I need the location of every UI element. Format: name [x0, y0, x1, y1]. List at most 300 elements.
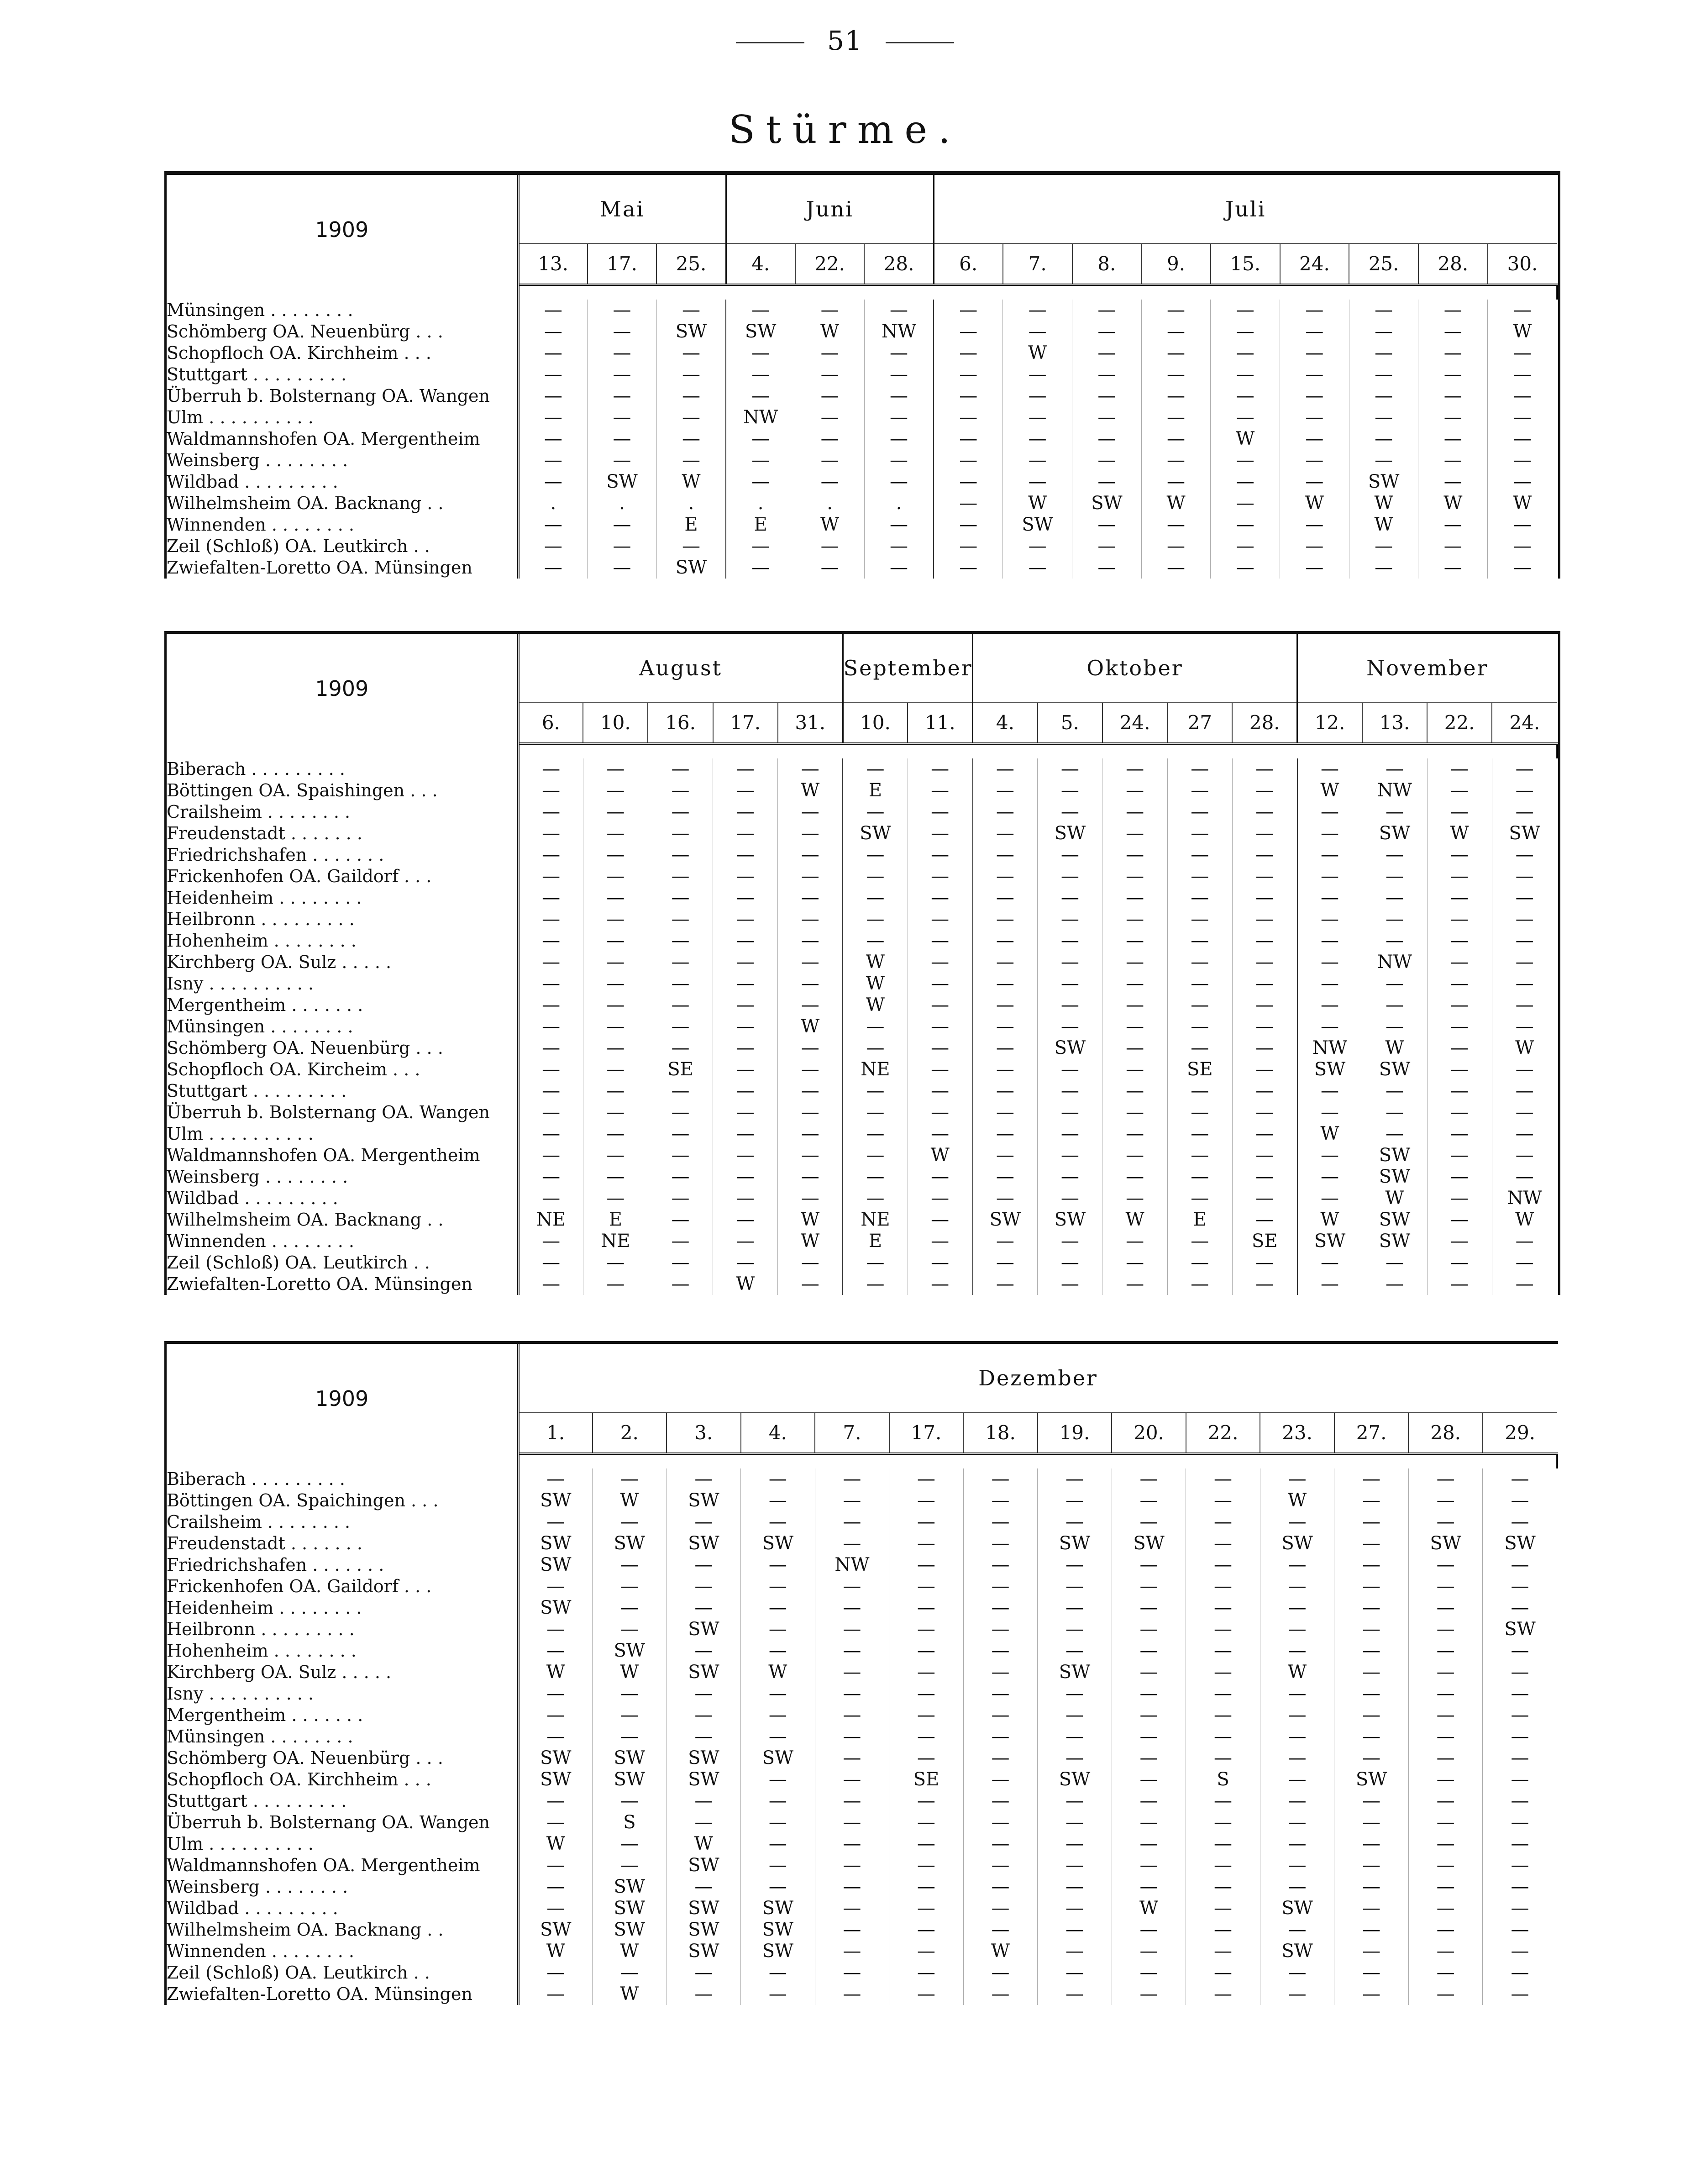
- storm-cell: —: [1038, 1984, 1112, 2005]
- storm-cell: —: [1186, 1898, 1260, 1919]
- storm-cell: —: [1211, 364, 1280, 385]
- storm-cell: W: [1515, 1209, 1534, 1230]
- table-row: [167, 758, 1557, 780]
- storm-cell: —: [1515, 1144, 1534, 1166]
- storm-cell: —: [1232, 1166, 1297, 1188]
- storm-cell: —: [1072, 300, 1142, 321]
- month-header: Juli: [934, 175, 1557, 243]
- storm-cell: —: [1334, 1511, 1409, 1533]
- storm-table-may-july: [164, 171, 1560, 579]
- storm-cell: —: [1362, 1123, 1427, 1145]
- storm-cell: —: [518, 1468, 593, 1490]
- storm-cell: NW: [726, 407, 795, 428]
- storm-cell: —: [518, 952, 583, 973]
- storm-cell: —: [648, 1274, 713, 1295]
- month-header: September: [843, 634, 972, 702]
- table-row: [167, 1855, 1557, 1876]
- table-row: [167, 1511, 1557, 1533]
- storm-cell: .: [726, 493, 795, 514]
- storm-cell: —: [1038, 1790, 1112, 1812]
- storm-cell: —: [843, 909, 908, 930]
- storm-cell: .: [588, 493, 657, 514]
- storm-cell: W: [1349, 514, 1418, 536]
- storm-cell: —: [889, 1962, 964, 1984]
- storm-cell: —: [518, 887, 583, 909]
- storm-cell: —: [1186, 1833, 1260, 1855]
- storm-cell: —: [726, 342, 795, 364]
- storm-cell: —: [1072, 321, 1142, 342]
- storm-cell: —: [1260, 1726, 1334, 1747]
- storm-cell: —: [1102, 930, 1167, 952]
- storm-cell: —: [1167, 1274, 1232, 1295]
- storm-cell: —: [1297, 866, 1362, 887]
- table-row: [167, 1080, 1557, 1102]
- storm-cell: —: [1511, 1962, 1529, 1983]
- storm-cell: —: [973, 973, 1038, 995]
- storm-cell: SW: [726, 321, 795, 342]
- storm-cell: .: [795, 493, 865, 514]
- day-header: 22.: [1186, 1412, 1260, 1453]
- storm-cell: —: [973, 1123, 1038, 1145]
- storm-cell: —: [1232, 1080, 1297, 1102]
- day-header: 11.: [908, 702, 972, 743]
- storm-cell: —: [741, 1640, 815, 1662]
- storm-cell: SW: [518, 1597, 593, 1619]
- storm-cell: SW: [656, 321, 726, 342]
- storm-cell: NW: [1297, 1037, 1362, 1059]
- storm-cell: —: [1260, 1554, 1334, 1576]
- storm-cell: W: [1260, 1490, 1334, 1511]
- storm-cell: —: [908, 866, 972, 887]
- storm-cell: SW: [843, 823, 908, 844]
- storm-cell: W: [778, 1231, 843, 1252]
- storm-cell: —: [1513, 363, 1532, 385]
- storm-cell: SE: [1232, 1231, 1297, 1252]
- storm-cell: —: [1427, 995, 1492, 1016]
- storm-cell: —: [963, 1705, 1038, 1726]
- storm-cell: E: [726, 514, 795, 536]
- storm-cell: —: [518, 1274, 583, 1295]
- storm-cell: —: [518, 1705, 593, 1726]
- storm-cell: —: [1102, 866, 1167, 887]
- storm-cell: —: [713, 1059, 778, 1080]
- storm-cell: —: [1408, 1833, 1483, 1855]
- storm-cell: —: [656, 536, 726, 557]
- storm-cell: —: [963, 1984, 1038, 2005]
- storm-cell: —: [889, 1468, 964, 1490]
- storm-cell: —: [1511, 1661, 1529, 1683]
- storm-table: [167, 1344, 1558, 2005]
- storm-cell: SW: [1509, 822, 1540, 844]
- storm-cell: —: [1362, 1274, 1427, 1295]
- storm-cell: —: [648, 823, 713, 844]
- storm-cell: —: [1112, 1490, 1186, 1511]
- storm-cell: W: [1003, 342, 1072, 364]
- storm-cell: —: [1038, 801, 1102, 823]
- storm-cell: —: [864, 407, 934, 428]
- storm-cell: —: [1211, 450, 1280, 471]
- storm-cell: —: [1038, 1252, 1102, 1274]
- storm-cell: —: [713, 1102, 778, 1123]
- storm-cell: —: [1349, 321, 1418, 342]
- day-header: 24.: [1492, 702, 1557, 743]
- day-header: 10.: [583, 702, 648, 743]
- station-name: Friedrichshafen . . . . . . .: [167, 1554, 518, 1576]
- storm-cell: —: [963, 1790, 1038, 1812]
- storm-cell: —: [1515, 1101, 1534, 1123]
- storm-cell: —: [518, 1619, 593, 1640]
- storm-cell: —: [1038, 844, 1102, 866]
- storm-cell: —: [518, 1188, 583, 1209]
- storm-cell: —: [1511, 1511, 1529, 1532]
- storm-cell: —: [1038, 1080, 1102, 1102]
- day-header: 22.: [1427, 702, 1492, 743]
- storm-cell: —: [795, 385, 865, 407]
- storm-cell: SW: [973, 1209, 1038, 1231]
- table-row: [167, 1833, 1557, 1855]
- storm-cell: —: [1511, 1854, 1529, 1876]
- storm-cell: —: [1511, 1597, 1529, 1618]
- storm-cell: —: [908, 801, 972, 823]
- station-name: Weinsberg . . . . . . . .: [167, 450, 518, 471]
- storm-cell: —: [1167, 780, 1232, 801]
- storm-cell: —: [648, 758, 713, 780]
- storm-cell: —: [795, 364, 865, 385]
- storm-cell: —: [648, 1209, 713, 1231]
- storm-cell: —: [1418, 536, 1488, 557]
- storm-cell: —: [1211, 471, 1280, 493]
- storm-cell: —: [815, 1490, 889, 1511]
- storm-cell: —: [1260, 1919, 1334, 1941]
- storm-cell: —: [1232, 1037, 1297, 1059]
- storm-cell: —: [518, 758, 583, 780]
- storm-cell: —: [1038, 1833, 1112, 1855]
- storm-cell: —: [1408, 1705, 1483, 1726]
- storm-cell: E: [1167, 1209, 1232, 1231]
- day-header: 18.: [963, 1412, 1038, 1453]
- storm-cell: SW: [1260, 1941, 1334, 1962]
- storm-cell: W: [1362, 1188, 1427, 1209]
- table-row: [167, 557, 1557, 579]
- station-name: Stuttgart . . . . . . . . .: [167, 364, 518, 385]
- storm-cell: —: [593, 1597, 667, 1619]
- day-header: 29.: [1483, 1412, 1557, 1453]
- storm-cell: —: [713, 1037, 778, 1059]
- storm-cell: SW: [1260, 1533, 1334, 1554]
- storm-cell: —: [1334, 1683, 1409, 1705]
- storm-cell: —: [1112, 1876, 1186, 1898]
- storm-cell: —: [1167, 952, 1232, 973]
- storm-cell: —: [1232, 1209, 1297, 1231]
- station-name: Winnenden . . . . . . . .: [167, 514, 518, 536]
- storm-cell: —: [1349, 364, 1418, 385]
- storm-cell: SW: [518, 1769, 593, 1790]
- storm-cell: —: [1141, 385, 1211, 407]
- month-header: August: [518, 634, 843, 702]
- storm-cell: W: [963, 1941, 1038, 1962]
- storm-cell: —: [815, 1812, 889, 1833]
- storm-cell: —: [1038, 1898, 1112, 1919]
- storm-cell: W: [518, 1941, 593, 1962]
- storm-cell: —: [1112, 1833, 1186, 1855]
- storm-cell: —: [1408, 1747, 1483, 1769]
- storm-cell: —: [1232, 1102, 1297, 1123]
- storm-cell: —: [1362, 1016, 1427, 1037]
- storm-cell: —: [908, 823, 972, 844]
- storm-cell: —: [843, 1016, 908, 1037]
- storm-cell: —: [1260, 1619, 1334, 1640]
- storm-cell: —: [583, 973, 648, 995]
- storm-cell: —: [963, 1833, 1038, 1855]
- storm-cell: —: [1186, 1662, 1260, 1683]
- storm-cell: —: [518, 1876, 593, 1898]
- storm-cell: —: [1072, 428, 1142, 450]
- storm-cell: —: [713, 909, 778, 930]
- storm-cell: —: [908, 909, 972, 930]
- storm-cell: —: [518, 471, 588, 493]
- storm-cell: —: [1349, 428, 1418, 450]
- storm-cell: —: [1232, 1145, 1297, 1166]
- storm-cell: —: [843, 1123, 908, 1145]
- storm-cell: —: [908, 1166, 972, 1188]
- day-header: 8.: [1072, 243, 1142, 284]
- storm-cell: —: [815, 1619, 889, 1640]
- storm-cell: —: [667, 1790, 741, 1812]
- storm-cell: —: [1232, 1274, 1297, 1295]
- storm-cell: SW: [741, 1919, 815, 1941]
- station-name: Heilbronn . . . . . . . . .: [167, 1619, 518, 1640]
- storm-cell: —: [1260, 1962, 1334, 1984]
- storm-cell: —: [1211, 514, 1280, 536]
- storm-cell: SW: [667, 1898, 741, 1919]
- table-row: [167, 471, 1557, 493]
- storm-cell: —: [1362, 973, 1427, 995]
- storm-cell: —: [1102, 823, 1167, 844]
- storm-cell: —: [1102, 909, 1167, 930]
- storm-cell: —: [843, 801, 908, 823]
- storm-cell: —: [1334, 1576, 1409, 1597]
- storm-cell: —: [1112, 1511, 1186, 1533]
- storm-cell: —: [648, 1252, 713, 1274]
- storm-cell: SW: [593, 1919, 667, 1941]
- station-name: Ulm . . . . . . . . . .: [167, 1833, 518, 1855]
- storm-cell: —: [1260, 1683, 1334, 1705]
- storm-cell: —: [1211, 493, 1280, 514]
- storm-cell: —: [908, 780, 972, 801]
- storm-cell: —: [815, 1533, 889, 1554]
- storm-cell: —: [1102, 780, 1167, 801]
- table-row: [167, 536, 1557, 557]
- storm-cell: SW: [1260, 1898, 1334, 1919]
- storm-cell: —: [843, 1188, 908, 1209]
- storm-cell: —: [1334, 1919, 1409, 1941]
- storm-cell: —: [908, 1123, 972, 1145]
- table-row: [167, 407, 1557, 428]
- storm-cell: SW: [667, 1941, 741, 1962]
- storm-cell: —: [815, 1769, 889, 1790]
- storm-cell: —: [889, 1490, 964, 1511]
- storm-cell: —: [778, 930, 843, 952]
- storm-cell: —: [1515, 1058, 1534, 1080]
- storm-cell: —: [815, 1705, 889, 1726]
- table-row: [167, 1468, 1557, 1490]
- storm-cell: —: [1511, 1833, 1529, 1854]
- storm-cell: —: [815, 1511, 889, 1533]
- station-name: Waldmannshofen OA. Mergentheim: [167, 1855, 518, 1876]
- storm-cell: NW: [1507, 1187, 1542, 1209]
- storm-cell: —: [864, 450, 934, 471]
- storm-cell: —: [1102, 1252, 1167, 1274]
- storm-cell: —: [1038, 1123, 1102, 1145]
- storm-cell: —: [1362, 909, 1427, 930]
- table-row: [167, 1747, 1557, 1769]
- day-header: 1.: [518, 1412, 593, 1453]
- storm-cell: W: [518, 1833, 593, 1855]
- storm-cell: —: [1038, 1919, 1112, 1941]
- storm-cell: —: [1072, 407, 1142, 428]
- storm-cell: W: [1513, 492, 1532, 514]
- storm-cell: —: [889, 1640, 964, 1662]
- storm-cell: —: [1334, 1554, 1409, 1576]
- table-row: [167, 1037, 1557, 1059]
- storm-cell: —: [1511, 1983, 1529, 2005]
- storm-cell: SW: [1112, 1533, 1186, 1554]
- storm-cell: —: [588, 364, 657, 385]
- storm-cell: —: [1232, 780, 1297, 801]
- storm-cell: —: [1334, 1790, 1409, 1812]
- storm-cell: W: [1297, 1123, 1362, 1145]
- day-header: 4.: [726, 243, 795, 284]
- station-name: Ulm . . . . . . . . . .: [167, 407, 518, 428]
- storm-cell: .: [864, 493, 934, 514]
- storm-cell: W: [741, 1662, 815, 1683]
- storm-cell: —: [1112, 1662, 1186, 1683]
- storm-cell: —: [726, 385, 795, 407]
- storm-cell: —: [1167, 1016, 1232, 1037]
- storm-cell: —: [1349, 300, 1418, 321]
- storm-cell: —: [1232, 1123, 1297, 1145]
- storm-cell: —: [973, 1166, 1038, 1188]
- storm-cell: SW: [1504, 1618, 1536, 1640]
- storm-cell: —: [1513, 471, 1532, 492]
- storm-cell: —: [1408, 1511, 1483, 1533]
- storm-cell: —: [593, 1833, 667, 1855]
- storm-cell: —: [908, 844, 972, 866]
- storm-cell: —: [1038, 995, 1102, 1016]
- station-name: Zeil (Schloß) OA. Leutkirch . .: [167, 536, 518, 557]
- storm-cell: —: [815, 1597, 889, 1619]
- storm-cell: —: [741, 1554, 815, 1576]
- storm-cell: SW: [1038, 1533, 1112, 1554]
- storm-cell: SW: [741, 1747, 815, 1769]
- storm-cell: —: [667, 1640, 741, 1662]
- storm-cell: —: [908, 1059, 972, 1080]
- station-name: Crailsheim . . . . . . . .: [167, 801, 518, 823]
- storm-cell: —: [973, 952, 1038, 973]
- storm-cell: .: [656, 493, 726, 514]
- header-rule-left: [736, 42, 804, 43]
- storm-cell: —: [963, 1855, 1038, 1876]
- station-name: Heidenheim . . . . . . . .: [167, 1597, 518, 1619]
- storm-cell: —: [1334, 1468, 1409, 1490]
- storm-cell: —: [1072, 471, 1142, 493]
- storm-cell: —: [1186, 1554, 1260, 1576]
- storm-cell: —: [1003, 321, 1072, 342]
- storm-cell: .: [518, 493, 588, 514]
- station-name: Stuttgart . . . . . . . . .: [167, 1080, 518, 1102]
- storm-cell: —: [1511, 1768, 1529, 1790]
- storm-cell: —: [648, 844, 713, 866]
- storm-cell: —: [864, 364, 934, 385]
- storm-cell: —: [889, 1683, 964, 1705]
- storm-cell: —: [1260, 1984, 1334, 2005]
- storm-cell: SW: [667, 1747, 741, 1769]
- storm-cell: —: [648, 887, 713, 909]
- storm-cell: —: [778, 1274, 843, 1295]
- table-row: [167, 887, 1557, 909]
- storm-cell: W: [667, 1833, 741, 1855]
- storm-cell: —: [518, 1145, 583, 1166]
- storm-cell: —: [1141, 428, 1211, 450]
- station-name: Überruh b. Bolsternang OA. Wangen: [167, 1812, 518, 1833]
- storm-cell: —: [1186, 1705, 1260, 1726]
- storm-cell: SW: [741, 1941, 815, 1962]
- storm-cell: —: [1334, 1984, 1409, 2005]
- storm-cell: —: [778, 866, 843, 887]
- storm-cell: —: [1038, 952, 1102, 973]
- storm-cell: —: [973, 1188, 1038, 1209]
- storm-cell: W: [843, 995, 908, 1016]
- storm-cell: —: [778, 1188, 843, 1209]
- storm-cell: SW: [1362, 1166, 1427, 1188]
- storm-cell: —: [973, 1231, 1038, 1252]
- storm-cell: —: [815, 1962, 889, 1984]
- storm-cell: —: [963, 1898, 1038, 1919]
- day-header: 27: [1167, 702, 1232, 743]
- storm-cell: —: [713, 1123, 778, 1145]
- storm-cell: —: [741, 1855, 815, 1876]
- storm-cell: —: [583, 801, 648, 823]
- storm-cell: SW: [1038, 1769, 1112, 1790]
- table-row: [167, 1790, 1557, 1812]
- storm-cell: —: [889, 1833, 964, 1855]
- table-row: [167, 364, 1557, 385]
- storm-cell: —: [934, 428, 1003, 450]
- storm-cell: —: [934, 493, 1003, 514]
- storm-cell: —: [864, 342, 934, 364]
- station-name: Isny . . . . . . . . . .: [167, 1683, 518, 1705]
- storm-cell: —: [1102, 1102, 1167, 1123]
- storm-cell: —: [889, 1597, 964, 1619]
- storm-cell: —: [1515, 1080, 1534, 1101]
- header-rule-right: [886, 42, 954, 43]
- table-row: [167, 1016, 1557, 1037]
- storm-cell: —: [1232, 1059, 1297, 1080]
- storm-cell: —: [1260, 1769, 1334, 1790]
- storm-cell: —: [648, 1166, 713, 1188]
- storm-cell: —: [583, 1274, 648, 1295]
- storm-cell: —: [843, 758, 908, 780]
- storm-cell: —: [518, 342, 588, 364]
- day-header: 15.: [1211, 243, 1280, 284]
- storm-cell: —: [648, 1016, 713, 1037]
- storm-cell: —: [1102, 887, 1167, 909]
- storm-cell: —: [843, 1080, 908, 1102]
- storm-cell: —: [1003, 471, 1072, 493]
- storm-cell: —: [1408, 1962, 1483, 1984]
- storm-cell: —: [1038, 909, 1102, 930]
- storm-cell: —: [588, 514, 657, 536]
